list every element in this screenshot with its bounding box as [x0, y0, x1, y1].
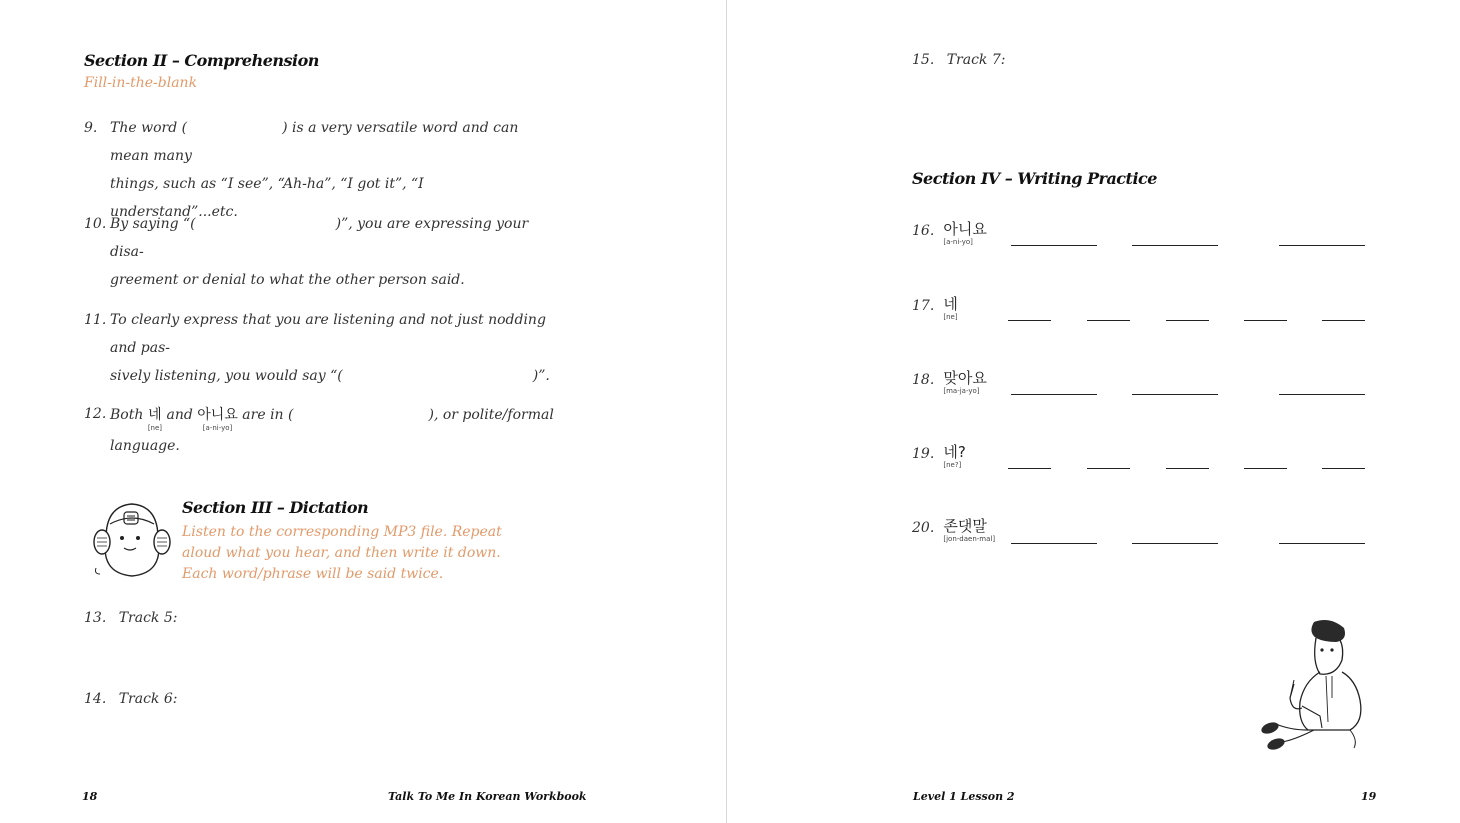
- section4-title: Section IV – Writing Practice: [912, 169, 1157, 188]
- romanization: [ne]: [147, 424, 163, 432]
- romanization: [ne?]: [943, 461, 962, 469]
- korean-word: 존댓말: [943, 517, 987, 535]
- q12-text-a: Both: [110, 407, 144, 423]
- section3-description: Listen to the corresponding MP3 file. Repeat aloud what you hear, and then write it down. Each word/phrase will be said twice.: [182, 524, 502, 582]
- korean-word: 맞아요: [943, 369, 987, 387]
- writing-line[interactable]: [1166, 468, 1209, 469]
- writing-character-illustration: [1254, 612, 1372, 754]
- writing-line[interactable]: [1087, 320, 1130, 321]
- korean-word-block: [943, 220, 986, 246]
- q12-text-b: and: [166, 407, 193, 423]
- writing-item-17: [912, 295, 958, 321]
- writing-line[interactable]: [1279, 543, 1365, 544]
- korean-word: 네?: [943, 443, 966, 461]
- q10-text-a: By saying “(: [110, 216, 196, 232]
- writing-line[interactable]: [1008, 468, 1051, 469]
- writing-line[interactable]: [1008, 320, 1051, 321]
- q12-text-d: ), or polite/formal: [428, 407, 554, 423]
- question-number: 20.: [912, 520, 935, 536]
- writing-item-19: [912, 443, 966, 469]
- writing-item-18: [912, 369, 987, 395]
- korean-word: 아니요: [943, 220, 987, 238]
- romanization: [a-ni-yo]: [943, 238, 973, 246]
- writing-item-16: [912, 220, 987, 246]
- q10-text-b: )”, you are expressing your disa-: [110, 216, 529, 260]
- korean-word: 네: [943, 295, 958, 313]
- writing-line[interactable]: [1279, 394, 1365, 395]
- korean-word: 네: [148, 407, 162, 423]
- question-number: 19.: [912, 446, 935, 462]
- writing-line[interactable]: [1132, 245, 1218, 246]
- question-12: [84, 406, 554, 454]
- footer-book-title: Talk To Me In Korean Workbook: [388, 790, 587, 803]
- q12-korean-aniyo: [197, 406, 238, 432]
- question-10: [84, 210, 544, 294]
- question-14: [84, 691, 178, 707]
- question-number: 9.: [84, 120, 98, 136]
- question-number: 12.: [84, 406, 107, 422]
- question-number: 15.: [912, 52, 935, 68]
- track-label: Track 7:: [946, 52, 1006, 68]
- writing-line[interactable]: [1132, 394, 1218, 395]
- left-page: [0, 0, 726, 823]
- writing-line[interactable]: [1279, 245, 1365, 246]
- section2-subtitle: Fill-in-the-blank: [84, 75, 198, 91]
- page-number: 19: [1361, 790, 1377, 803]
- korean-word: 아니요: [197, 407, 238, 423]
- right-page: [727, 0, 1460, 823]
- question-number: 16.: [912, 223, 935, 239]
- writing-line[interactable]: [1244, 320, 1287, 321]
- q9-text-c: things, such as “I see”, “Ah-ha”, “I got it”, “I understand”...etc.: [110, 176, 424, 220]
- question-13: [84, 610, 178, 626]
- question-number: 18.: [912, 372, 935, 388]
- korean-word-block: [943, 443, 965, 469]
- q9-text-b: ) is a very versatile word and can mean many: [110, 120, 519, 164]
- q12-korean-ne: [148, 406, 162, 432]
- korean-word-block: [943, 517, 995, 543]
- romanization: [ma-ja-yo]: [943, 387, 980, 395]
- romanization: [a-ni-yo]: [202, 424, 233, 432]
- writing-line[interactable]: [1011, 394, 1097, 395]
- footer-lesson: Level 1 Lesson 2: [913, 790, 1015, 803]
- question-number: 11.: [84, 312, 107, 328]
- romanization: [ne]: [943, 313, 958, 321]
- page-number: 18: [82, 790, 98, 803]
- korean-word-block: [943, 295, 958, 321]
- track-label: Track 6:: [118, 691, 178, 707]
- writing-item-20: [912, 517, 995, 543]
- q12-text-e: language.: [110, 438, 180, 454]
- question-number: 14.: [84, 691, 107, 707]
- korean-word-block: [943, 369, 986, 395]
- q11-text-c: )”.: [532, 368, 550, 384]
- writing-line[interactable]: [1322, 320, 1365, 321]
- q9-text-a: The word (: [110, 120, 188, 136]
- writing-line[interactable]: [1011, 245, 1097, 246]
- q11-text-b: sively listening, you would say “(: [110, 368, 343, 384]
- question-number: 13.: [84, 610, 107, 626]
- q10-text-c: greement or denial to what the other person said.: [110, 272, 465, 288]
- section3-title: Section III – Dictation: [182, 498, 369, 517]
- writing-line[interactable]: [1244, 468, 1287, 469]
- writing-line[interactable]: [1322, 468, 1365, 469]
- writing-line[interactable]: [1087, 468, 1130, 469]
- headphones-character-illustration: [92, 498, 172, 580]
- q11-text-a: To clearly express that you are listening and not just nodding and pas-: [110, 312, 546, 356]
- track-label: Track 5:: [118, 610, 178, 626]
- question-15: [912, 52, 1006, 68]
- question-number: 10.: [84, 216, 107, 232]
- romanization: [jon-daen-mal]: [943, 535, 996, 543]
- writing-line[interactable]: [1166, 320, 1209, 321]
- question-11: [84, 306, 554, 390]
- writing-line[interactable]: [1011, 543, 1097, 544]
- q12-text-c: are in (: [242, 407, 294, 423]
- writing-line[interactable]: [1132, 543, 1218, 544]
- section2-title: Section II – Comprehension: [84, 51, 319, 70]
- question-number: 17.: [912, 298, 935, 314]
